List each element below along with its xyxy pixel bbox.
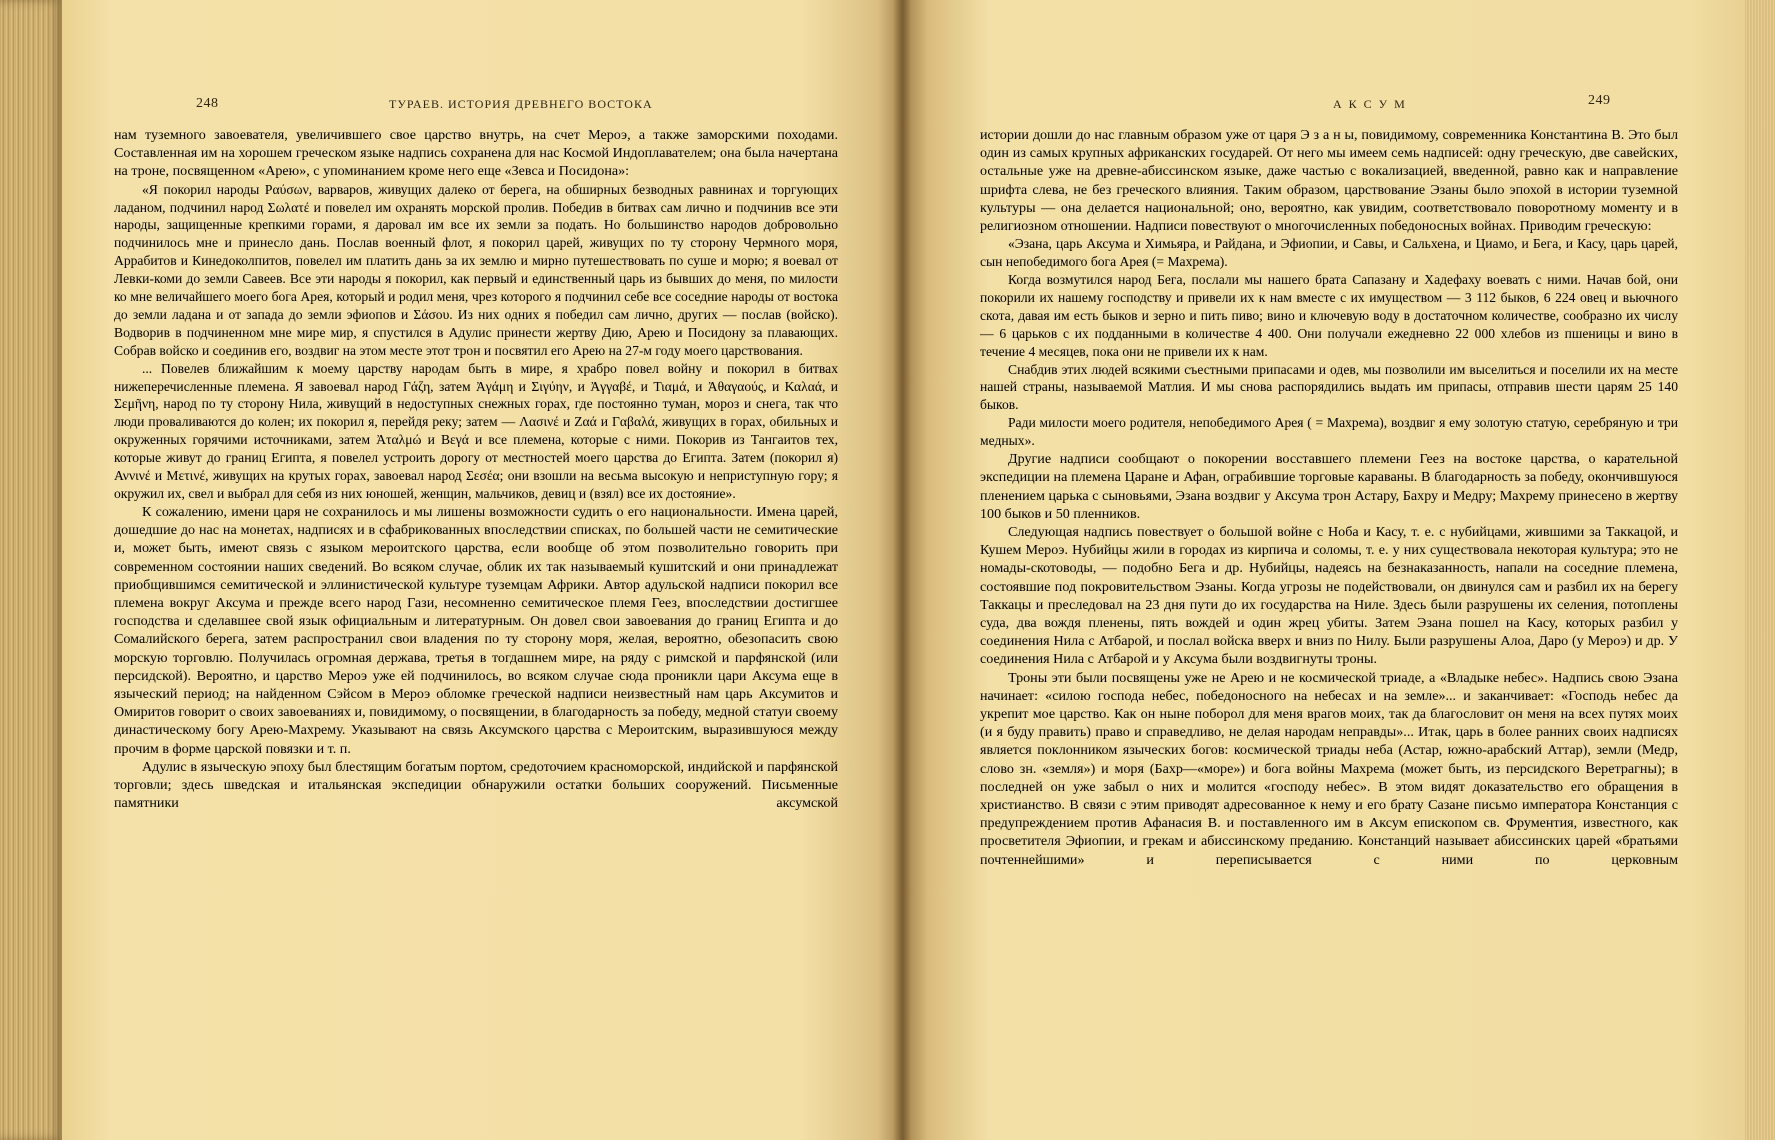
paragraph: истории дошли до нас главным образом уже от царя Э з а н ы, повидимому, современника Константина В. Это был один из самых крупных африканских государей. От него мы имеем семь надписей: одну греческую, две савейских, остальные уже на древне-абиссинском языке, даже частью с вокализацией, введенной, равно как и направление шрифта слева, не без греческого влияния. Таким образом, царствование Эзаны было эпохой в истории туземной культуры — она делается национальной; оно, вероятно, как увидим, соответствовало поворотному моменту и в религиозном отношении. Надписи повествуют о многочисленных победоносных войнах. Приводим греческую: [980, 127, 1678, 235]
paragraph: нам туземного завоевателя, увеличившего свое царство внутрь, на счет Мероэ, а также заморскими походами. Составленная им на хорошем греческом языке надпись сохранена для нас Космой Индоплавателем; она была начертана на троне, посвященном «Арею», с упоминанием кроме него еще «Зевса и Посидона»: [114, 127, 838, 180]
paragraph: «Эзана, царь Аксума и Химьяра, и Райдана, и Эфиопии, и Савы, и Сальхена, и Циамо, и Бега, и Касу, царь царей, сын непобедимого бога Арея (= Махрема). [980, 236, 1678, 270]
paragraph: Троны эти были посвящены уже не Арею и не космической триаде, а «Владыке небес». Надпись свою Эзана начинает: «силою господа небес, победоносного на небесах и на земле»... и заканчивает: «Господь небес да укрепит мое царство. Как он ныне поборол для меня врагов моих, так да благословит он меня на всех путях моих (и я буду править) право и справедливо, не делая народам неправды»... Итак, царь в более ранних своих надписях является поклонником языческих богов: космической триады неба (Астар, южно-арабский Аттар), земли (Медр, слово зн. «земля») и моря (Бахр—«море») и бога войны Махрема (может быть, из персидского Веретрагны); в последней он уже забыл о них и молится «господу небес». В этом видят доказательство его обращения в христианство. В связи с этим приводят адресованное к нему и его брату Сазане письмо императора Констанция с предупреждением против Афанасия В. и поставленного им в Аксум епископом св. Фрументия, известного, как просветителя Эфиопии, и грекам и абиссинскому преданию. Констанций называет абиссинских царей «братьями почтеннейшими» и переписывается с ними по церковным [980, 669, 1678, 868]
paragraph: К сожалению, имени царя не сохранилось и мы лишены возможности судить о его национальности. Имена царей, дошедшие до нас на монетах, надписях и в сфабрикованных впоследствии списках, по большей части не семитические и, может быть, имеют связь с языком мероитского царства, если вообще об этом позволительно говорить при современном состоянии наших сведений. Во всяком случае, облик их так называемый кушитский и они принадлежат приобщившимся семитической и эллинистической культуре туземцам Африки. Автор адульской надписи покорил все племена вокруг Аксума и прежде всего народ Гази, несомненно семитическое племя Геез, впоследствии достигшее господства и сделавшее свой язык официальным и литературным. Он довел свои завоевания до границ Египта и до Сомалийского берега, затем распространил свои владения по ту сторону моря, желая, вероятно, обезопасить свою морскую торговлю. Получилась огромная держава, третья в тогдашнем мире, на ряду с римской и парфянской (или персидской). Вероятно, и царство Мероэ уже ей подчинилось, во всяком случае сюда проникли цари Аксума еще в языческий период; на найденном Сэйсом в Мероэ обломке греческой надписи неизвестный нам царь Аксумитов и Омиритов говорит о своих завоеваниях и, повидимому, о посвящении, в благодарность за победу, медной статуи своему династическому богу Арею-Махрему. Указывают на связь Аксумского царства с Мероитским, выразившуюся между прочим в форме царской повязки и т. п. [114, 503, 838, 757]
left-running-title: ТУРАЕВ. ИСТОРИЯ ДРЕВНЕГО ВОСТОКА [389, 97, 653, 111]
left-page-body [114, 126, 838, 812]
right-page-body [980, 126, 1678, 869]
left-page-number: 248 [196, 96, 219, 111]
paragraph: «Я покорил народы Ραύσων, варваров, живущих далеко от берега, на обширных безводных равнинах и торгующих ладаном, подчинил народ Σωλατέ и повелел им охранять морской пролив. Победив в битвах сам лично и подчинив все эти народы, защищенные крепкими горами, я даровал им все их земли за подать. Но большинство народов добровольно подчинилось мне и принесло дань. Послав военный флот, я покорил царей, живущих по ту сторону Чермного моря, Аррабитов и Кинедоколпитов, повелел им платить дань за их землю и мирно путешествовать по суше и морю; я воевал от Левки-коми до земли Савеев. Все эти народы я покорил, как первый и единственный царь из бывших до меня, по милости ко мне величайшего моего бога Арея, который и родил меня, чрез которого я подчинил себе все соседние народы от востока до земли ладана и от запада до земли эфиопов и Σάσου. Из них одних я победил сам лично, других — послав (войско). Водворив в подчиненном мне мире мир, я спустился в Адулис принести жертву Дию, Арею и Посидону за плавающих. Собрав войско и соединив его, воздвиг на этом месте этот трон и посвятил его Арею на 27-м году моего царствования. [114, 181, 838, 358]
left-page-header [134, 96, 838, 116]
paragraph: Снабдив этих людей всякими съестными припасами и одев, мы позволили им выселиться и поселили их на месте нашей страны, называемой Матлия. И мы снова распорядились выдать им припасы, отправив шести царям 25 140 быков. [980, 361, 1678, 413]
paragraph: Адулис в языческую эпоху был блестящим богатым портом, средоточием красноморской, индийской и парфянской торговли; здесь шведская и итальянская экспедиции обнаружили остатки больших сооружений. Письменные памятники аксумской [114, 758, 838, 812]
book-page-edges-left [0, 0, 62, 1140]
right-running-title: А К С У М [1333, 97, 1407, 111]
book-gutter [893, 0, 911, 1140]
paragraph: Когда возмутился народ Бега, послали мы нашего брата Сапазану и Хадефаху воевать с ними. Начав бой, они покорили их нашему господству и привели их к нам вместе с их имуществом — 3 112 быков, 6 224 овец и вьючного скота, давая им есть быков и зерно и пить пиво; вино и ключевую воду в достаточном количестве, сообразно их числу — 6 царьков с их подданными в количестве 4 400. Они получали ежедневно 22 000 хлебов из пшеницы и вино в течение 4 месяцев, пока они не привели их к нам. [980, 272, 1678, 359]
book-page-edges-right [1745, 0, 1775, 1140]
paragraph: Другие надписи сообщают о покорении восставшего племени Геез на востоке царства, о карательной экспедиции на племена Царане и Афан, ограбившие торговые караваны. В благодарность за победу, окончившуюся пленением царька с сыновьями, Эзана воздвиг у Аксума трон Астару, Бахру и Медру; Махрему принесено в жертву 100 быков и 50 пленников. [980, 451, 1678, 522]
right-page-header [980, 93, 1678, 116]
paragraph: Ради милости моего родителя, непобедимого Арея ( = Махрема), воздвиг я ему золотую статую, серебряную и три медных». [980, 415, 1678, 449]
paragraph: Следующая надпись повествует о большой войне с Ноба и Касу, т. е. с нубийцами, жившими за Таккацой, и Кушем Мероэ. Нубийцы жили в городах из кирпича и соломы, т. е. у них существовала некоторая культура; это не номады-скотоводы, — подобно Бега и др. Нубийцы, надеясь на безнаказанность, напали на соседние племена, состоявшие под покровительством Эзаны. Когда угрозы не подействовали, он двинулся сам и разбил их на берегу Таккацы и преследовал на 23 дня пути до их государства на Ниле. Здесь были разрушены их селения, потоплены суда, два вождя пленены, пять вождей и один жрец убиты. Затем Эзана пошел на Касу, которых разбил у соединения Нила с Атбарой, и послал войска вверх и вниз по Нилу. Были разрушены Алоа, Даро (у Мероэ) и др. У соединения Нила с Атбарой и у Аксума были воздвигнуты троны. [980, 523, 1678, 668]
paragraph: ... Повелев ближайшим к моему царству народам быть в мире, я храбро повел войну и покорил в битвах нижеперечисленные племена. Я завоевал народ Γάζη, затем Ἀγάμη и Σιγύην, и Ἀγγαβέ, и Τιαμά, и Ἀθαγαούς, и Καλαά, и Σεμῆνη, народ по ту сторону Нила, живущий в недоступных снежных горах, где постоянно туман, мороз и снега, так что люди проваливаются до колен; их покорил я, перейдя реку; затем — Λασινέ и Ζαά и Γαβαλά, живущих в горах, обильных и окруженных горячими источниками, затем Ἀταλμώ и Βεγά и все племена, которые с ними. Покорив из Тангаитов тех, которые живут до границ Египта, я повелел устроить дорогу от местностей моего царства до Египта. Затем (покорил я) Αννινέ и Μετινέ, живущих на крутых горах, завоевал народ Σεσέα; они взошли на весьма высокую и неприступную гору; я окружил их, свел и выбрал для себя из них юношей, женщин, мальчиков, девиц и (взял) все их достояние». [114, 360, 838, 502]
right-page-number: 249 [1588, 93, 1611, 108]
